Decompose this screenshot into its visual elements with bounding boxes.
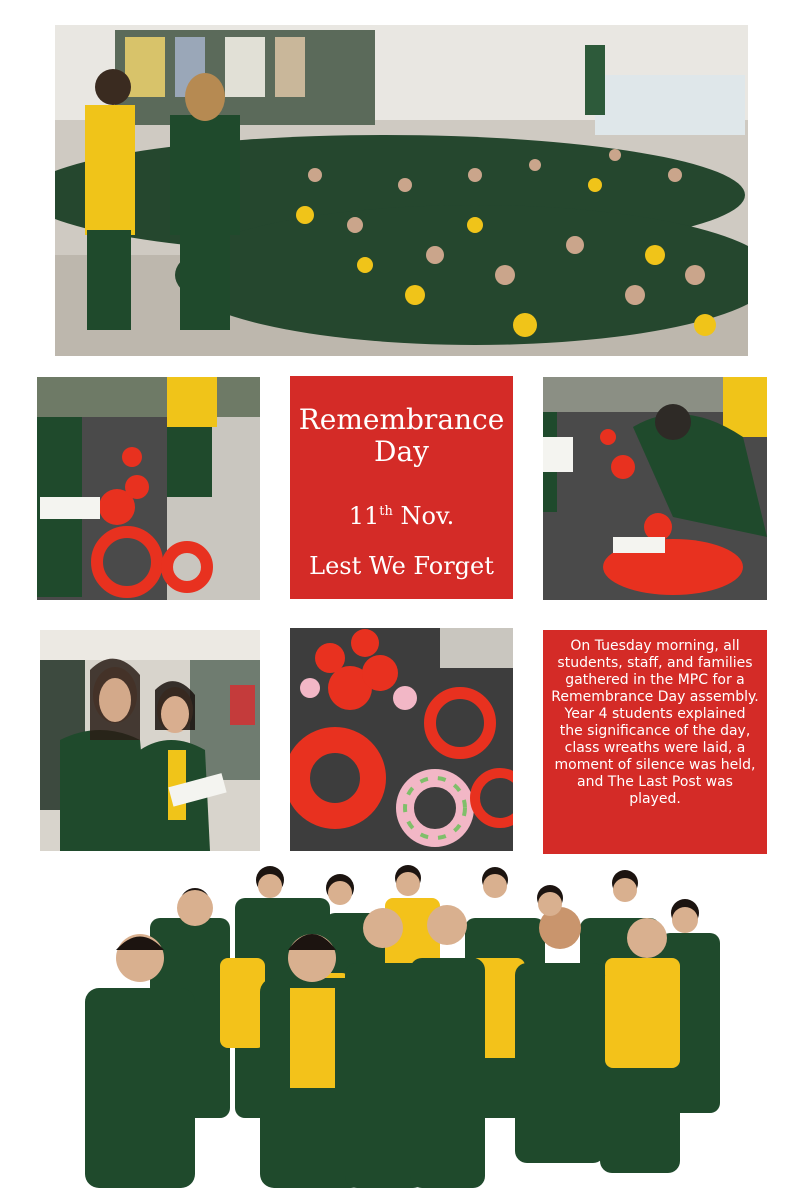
motto-label: Lest We Forget xyxy=(309,552,494,580)
student-group-photo xyxy=(85,858,725,1188)
poppy-wreaths-closeup-photo xyxy=(290,628,513,851)
title-card xyxy=(290,376,513,599)
laying-wreath-photo xyxy=(543,377,767,600)
wreaths-floor-photo xyxy=(37,377,260,600)
date-label: 11th Nov. xyxy=(348,502,455,530)
page-title: Remembrance Day xyxy=(298,403,505,468)
description-card xyxy=(543,630,767,854)
students-speaking-photo xyxy=(40,630,260,851)
assembly-hall-photo xyxy=(55,25,748,356)
description-text: On Tuesday morning, all students, staff, and families gathered in the MPC for a Remembrance Day assembly. Year 4 students explained the significance of the day, class wreaths were laid, a moment of silence was held, and The Last Post was played. xyxy=(551,638,759,807)
